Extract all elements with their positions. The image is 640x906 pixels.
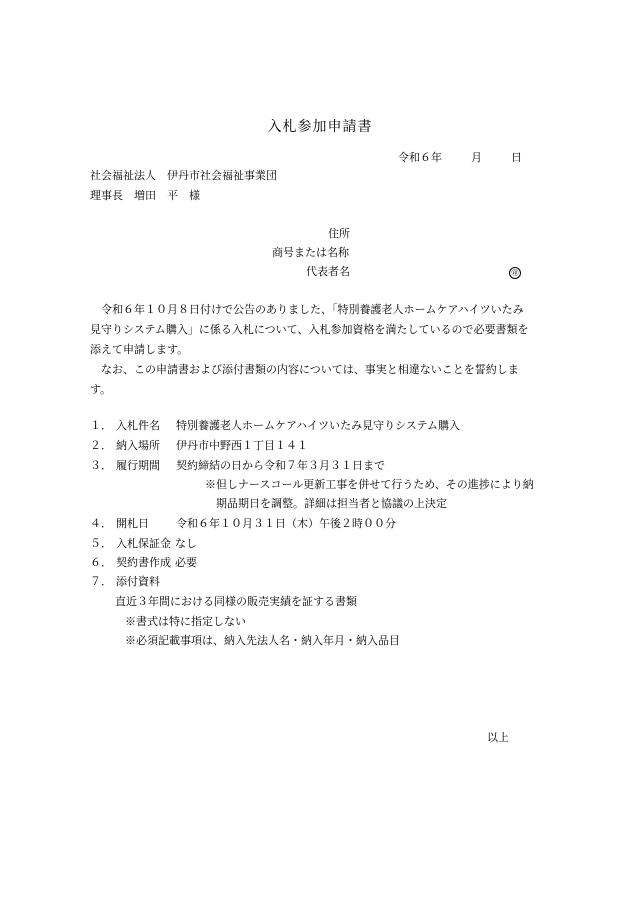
page-title: 入札参加申請書 xyxy=(267,119,373,135)
item-label: 契約書作成 xyxy=(116,556,171,569)
item-label: 納入場所 xyxy=(116,439,160,452)
item-value: 伊丹市中野西１丁目１４１ xyxy=(176,439,308,452)
attachment-note2: ※必須記載事項は、納入先法人名・納入年月・納入品目 xyxy=(125,634,400,647)
date-era-year: 令和６年 xyxy=(398,151,442,164)
item-number: ５． xyxy=(90,537,112,550)
item3-note-line2: 期品期日を調整。詳細は担当者と協議の上決定 xyxy=(216,497,447,510)
addressee-person: 理事長 増田 平 様 xyxy=(90,189,200,202)
attachment-line1: 直近３年間における同様の販売実績を証する書類 xyxy=(115,595,357,608)
item-value: 特別養護老人ホームケアハイツいたみ見守りシステム購入 xyxy=(176,419,461,432)
item-label: 履行期間 xyxy=(116,459,160,472)
list-item xyxy=(90,557,197,568)
seal-mark xyxy=(509,266,521,279)
item-value: 必要 xyxy=(175,556,197,569)
address-label: 住所 xyxy=(328,227,350,240)
date-month: 月 xyxy=(471,151,482,164)
list-item xyxy=(90,440,308,451)
body-para2-line2: す。 xyxy=(90,383,112,396)
list-item xyxy=(90,518,396,529)
list-item xyxy=(90,576,160,587)
item-value: 令和６年１０月３１日（木）午後２時００分 xyxy=(176,517,396,530)
date-day: 日 xyxy=(511,151,522,164)
addressee-organization: 社会福祉法人 伊丹市社会福祉事業団 xyxy=(90,169,277,182)
body-para1-line1: 令和６年１０月８日付けで公告のありました、「特別養護老人ホームケアハイツいたみ xyxy=(101,303,524,316)
closing-text: 以上 xyxy=(487,731,509,744)
body-para2-line1: なお、この申請書および添付書類の内容については、事実と相違ないことを誓約しま xyxy=(101,363,519,376)
item3-note-line1: ※但しナースコール更新工事を併せて行うため、その進捗により納 xyxy=(205,478,534,491)
item-number: ３． xyxy=(90,459,112,472)
company-name-label: 商号または名称 xyxy=(272,246,349,259)
item-label: 入札件名 xyxy=(116,419,160,432)
item-number: ２． xyxy=(90,439,112,452)
item-label: 添付資料 xyxy=(116,575,160,588)
seal-icon: ㊞ xyxy=(509,267,521,279)
list-item xyxy=(90,538,197,549)
body-para1-line2: 見守りシステム購入」に係る入札について、入札参加資格を満たしているので必要書類を xyxy=(90,323,529,336)
attachment-note1: ※書式は特に指定しない xyxy=(125,615,246,628)
item-label: 開札日 xyxy=(116,517,149,530)
representative-label: 代表者名 xyxy=(306,265,350,278)
item-value: 契約締結の日から令和７年３月３１日まで xyxy=(176,459,385,472)
item-label: 入札保証金 xyxy=(116,537,171,550)
item-number: ７． xyxy=(90,575,112,588)
item-value: なし xyxy=(175,537,197,550)
body-para1-line3: 添えて申請します。 xyxy=(90,343,189,356)
item-number: ６． xyxy=(90,556,112,569)
item-number: ４． xyxy=(90,517,112,530)
application-date xyxy=(398,152,522,163)
list-item xyxy=(90,420,460,431)
list-item xyxy=(90,460,385,471)
item-number: １． xyxy=(90,419,112,432)
